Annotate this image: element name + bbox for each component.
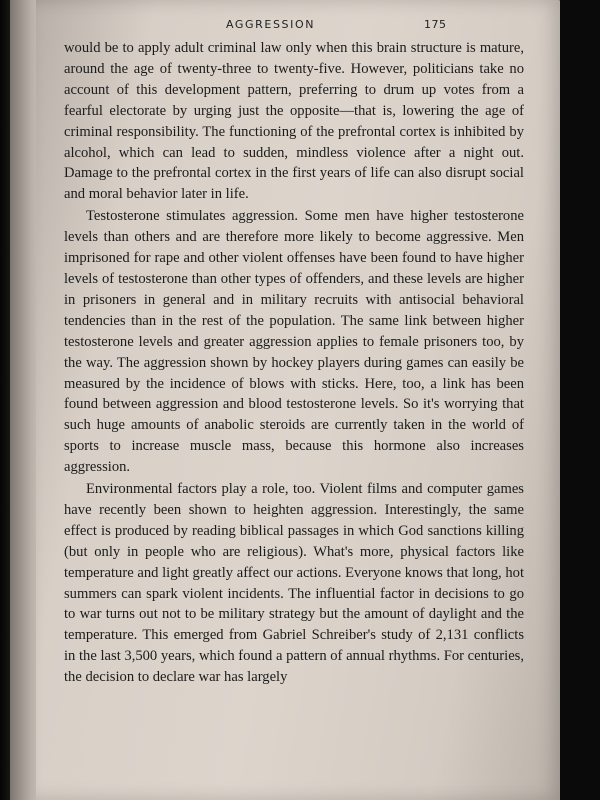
paragraph-testosterone: Testosterone stimulates aggression. Some men have higher testosterone levels than others and are therefore more likely to become aggressive. Men imprisoned for rape and other violent offenses have been found to have higher levels of testosterone than other types of offenders, and these levels are higher in prisoners in general and in military recruits with antisocial behavioral tendencies than in the rest of the population. The same link between higher testosterone levels and greater aggression applies to female prisoners too, by the way. The aggression shown by hockey players during games can easily be measured by the incidence of blows with sticks. Here, too, a link has been found between aggression and blood testosterone levels. So it's worrying that such huge amounts of anabolic steroids are currently taken in the world of sports to increase muscle mass, because this hormone also increases aggression. (64, 208, 524, 476)
paragraph-environmental-factors: Environmental factors play a role, too. Violent films and computer games have recently been shown to heighten aggression. Interestingly, the same effect is produced by reading biblical passages in which God sanctions killing (but only in people who are religious). What's more, physical factors like temperature and light greatly affect our actions. Everyone knows that long, hot summers can spark violent incidents. The influential factor in decisions to go to war turns out not to be military strategy but the amount of daylight and the temperature. This emerged from Gabriel Schreiber's study of 2,131 conflicts in the last 3,500 years, which found a pattern of annual rhythms. For centuries, the decision to declare war has largely (64, 481, 524, 686)
page-header (36, 14, 564, 34)
body-text (64, 38, 524, 688)
page-number: 175 (424, 18, 447, 31)
book-page (36, 0, 564, 800)
paragraph-continued: would be to apply adult criminal law only when this brain structure is mature, around the age of twenty-three to twenty-five. However, politicians take no account of this development pattern, preferring to drum up votes from a fearful electorate by urging just the opposite—that is, lowering the age of criminal responsibility. The functioning of the prefrontal cortex is inhibited by alcohol, which can lead to sudden, mindless violence after a night out. Damage to the prefrontal cortex in the first years of life can also disrupt social and moral behavior later in life. (64, 40, 524, 203)
running-head: AGGRESSION (226, 18, 316, 31)
background-right (560, 0, 600, 800)
